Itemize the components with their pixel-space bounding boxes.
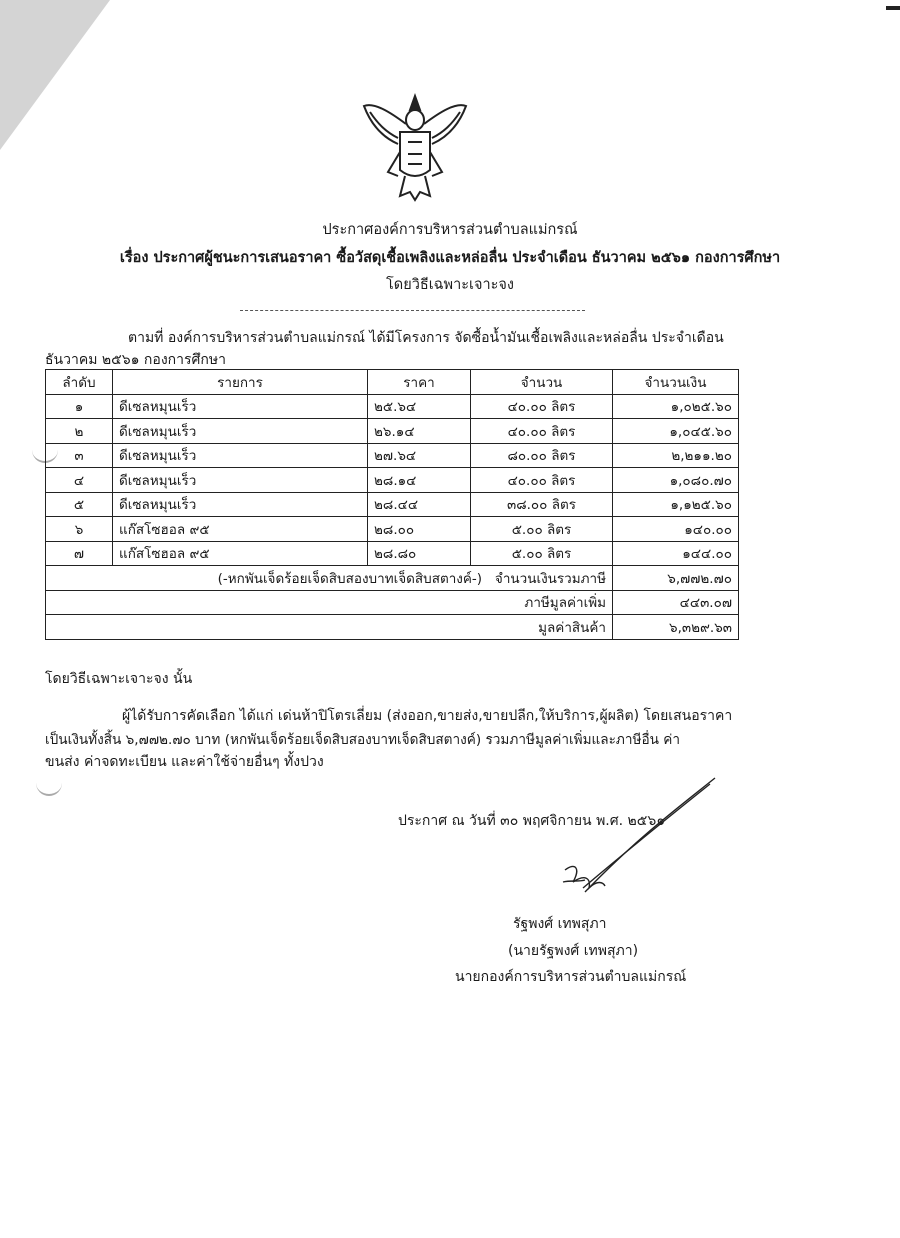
scan-edge-mark <box>886 6 900 10</box>
total-in-words: (-หกพันเจ็ดร้อยเจ็ดสิบสองบาทเจ็ดสิบสตางค์-) <box>217 570 483 587</box>
vat-row <box>46 590 739 615</box>
row-price: ๒๖.๑๔ <box>368 419 471 444</box>
garuda-emblem-icon <box>360 92 470 204</box>
row-index: ๔ <box>46 468 113 493</box>
goods-label: มูลค่าสินค้า <box>46 615 613 640</box>
row-amount: ๑๔๐.๐๐ <box>613 517 739 542</box>
winner-line-1: ผู้ได้รับการคัดเลือก ได้แก่ เด่นห้าปิโตรเลี่ยม (ส่งออก,ขายส่ง,ขายปลีก,ให้บริการ,ผู้ผลิต) โดยเสนอราคา <box>122 708 733 724</box>
winner-line-2: เป็นเงินทั้งสิ้น ๖,๗๗๒.๗๐ บาท (หกพันเจ็ดร้อยเจ็ดสิบสองบาทเจ็ดสิบสตางค์) รวมภาษีมูลค่าเพิ่มและภาษีอื่น ค่า <box>45 732 680 748</box>
procurement-table <box>45 369 739 640</box>
row-index: ๕ <box>46 492 113 517</box>
row-price: ๒๕.๖๔ <box>368 394 471 419</box>
goods-value: ๖,๓๒๙.๖๓ <box>613 615 739 640</box>
subject-heading: เรื่อง ประกาศผู้ชนะการเสนอราคา ซื้อวัสดุเชื้อเพลิงและหล่อลื่น ประจำเดือน ธันวาคม ๒๕๖๑ กองการศึกษา <box>119 250 781 266</box>
row-qty: ๘๐.๐๐ ลิตร <box>471 443 613 468</box>
row-item: แก๊สโซฮอล ๙๕ <box>113 517 368 542</box>
table-row <box>46 394 739 419</box>
vat-label: ภาษีมูลค่าเพิ่ม <box>46 590 613 615</box>
method-tail: โดยวิธีเฉพาะเจาะจง นั้น <box>45 671 193 687</box>
goods-row <box>46 615 739 640</box>
row-qty: ๕.๐๐ ลิตร <box>471 541 613 566</box>
col-header-price: ราคา <box>368 370 471 395</box>
row-price: ๒๘.๑๔ <box>368 468 471 493</box>
row-qty: ๔๐.๐๐ ลิตร <box>471 419 613 444</box>
row-index: ๗ <box>46 541 113 566</box>
row-amount: ๒,๒๑๑.๒๐ <box>613 443 739 468</box>
row-item: ดีเซลหมุนเร็ว <box>113 492 368 517</box>
intro-line-2: ธันวาคม ๒๕๖๑ กองการศึกษา <box>45 352 226 368</box>
row-index: ๒ <box>46 419 113 444</box>
winner-line-3: ขนส่ง ค่าจดทะเบียน และค่าใช้จ่ายอื่นๆ ทั้งปวง <box>45 754 324 770</box>
row-item: ดีเซลหมุนเร็ว <box>113 468 368 493</box>
org-heading: ประกาศองค์การบริหารส่วนตำบลแม่กรณ์ <box>322 222 578 238</box>
total-label-cell <box>46 566 613 591</box>
table-row <box>46 492 739 517</box>
row-price: ๒๗.๖๔ <box>368 443 471 468</box>
row-qty: ๔๐.๐๐ ลิตร <box>471 468 613 493</box>
table-row <box>46 541 739 566</box>
signer-name: รัฐพงศ์ เทพสุภา <box>513 916 607 932</box>
method-heading: โดยวิธีเฉพาะเจาะจง <box>386 277 514 293</box>
table-row <box>46 419 739 444</box>
table-row <box>46 468 739 493</box>
col-header-index: ลำดับ <box>46 370 113 395</box>
row-price: ๒๘.๐๐ <box>368 517 471 542</box>
row-index: ๖ <box>46 517 113 542</box>
header-divider <box>240 310 585 311</box>
row-amount: ๑,๐๘๐.๗๐ <box>613 468 739 493</box>
row-amount: ๑๔๔.๐๐ <box>613 541 739 566</box>
col-header-qty: จำนวน <box>471 370 613 395</box>
row-index: ๓ <box>46 443 113 468</box>
signature-icon <box>545 770 725 900</box>
col-header-amount: จำนวนเงิน <box>613 370 739 395</box>
col-header-item: รายการ <box>113 370 368 395</box>
row-price: ๒๘.๔๔ <box>368 492 471 517</box>
row-index: ๑ <box>46 394 113 419</box>
intro-line-1: ตามที่ องค์การบริหารส่วนตำบลแม่กรณ์ ได้มีโครงการ จัดซื้อน้ำมันเชื้อเพลิงและหล่อลื่น ประจำเดือน <box>128 330 724 346</box>
row-qty: ๕.๐๐ ลิตร <box>471 517 613 542</box>
row-price: ๒๘.๘๐ <box>368 541 471 566</box>
total-row <box>46 566 739 591</box>
signer-position: นายกองค์การบริหารส่วนตำบลแม่กรณ์ <box>455 969 687 985</box>
row-amount: ๑,๐๒๕.๖๐ <box>613 394 739 419</box>
row-qty: ๓๘.๐๐ ลิตร <box>471 492 613 517</box>
total-value: ๖,๗๗๒.๗๐ <box>613 566 739 591</box>
table-row <box>46 443 739 468</box>
row-item: แก๊สโซฮอล ๙๕ <box>113 541 368 566</box>
vat-value: ๔๔๓.๐๗ <box>613 590 739 615</box>
punch-hole-bottom <box>36 780 62 796</box>
row-qty: ๔๐.๐๐ ลิตร <box>471 394 613 419</box>
table-header-row <box>46 370 739 395</box>
row-item: ดีเซลหมุนเร็ว <box>113 394 368 419</box>
row-item: ดีเซลหมุนเร็ว <box>113 419 368 444</box>
row-amount: ๑,๐๔๕.๖๐ <box>613 419 739 444</box>
signer-name-parenthesized: (นายรัฐพงศ์ เทพสุภา) <box>508 943 639 959</box>
scan-corner-shadow <box>0 0 110 150</box>
row-amount: ๑,๑๒๕.๖๐ <box>613 492 739 517</box>
row-item: ดีเซลหมุนเร็ว <box>113 443 368 468</box>
announce-date: ประกาศ ณ วันที่ ๓๐ พฤศจิกายน พ.ศ. ๒๕๖๑ <box>398 813 666 829</box>
table-row <box>46 517 739 542</box>
total-label: จำนวนเงินรวมภาษี <box>494 570 606 587</box>
